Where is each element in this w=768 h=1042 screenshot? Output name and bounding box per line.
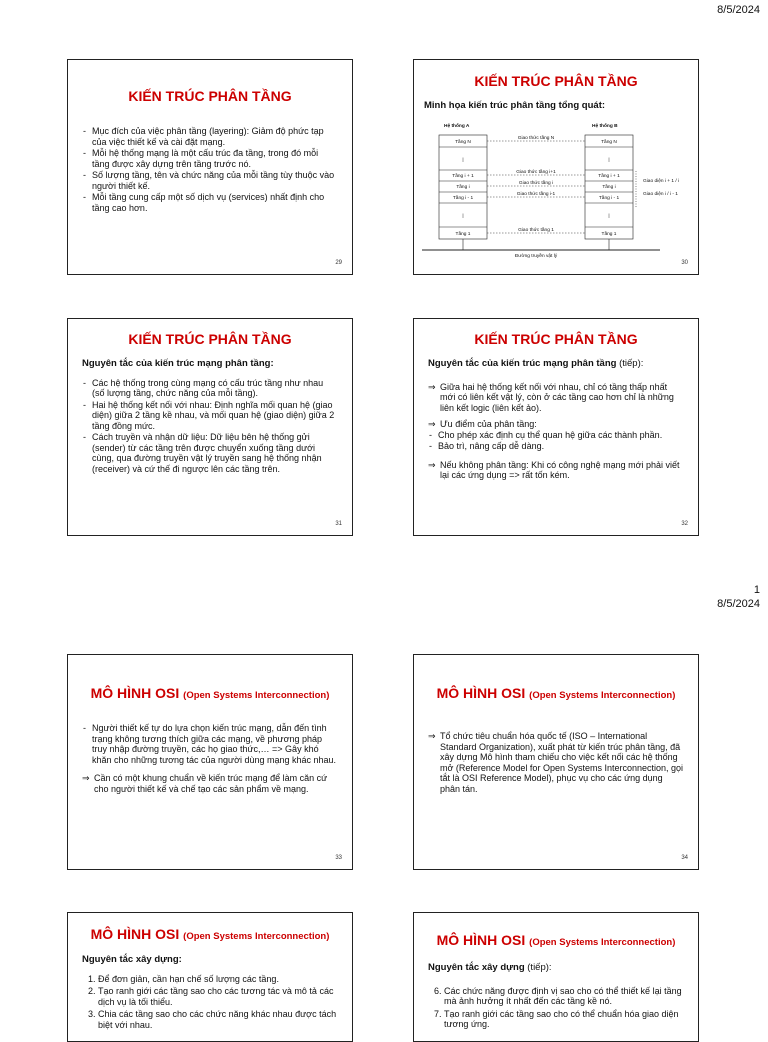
slide-title: KIẾN TRÚC PHÂN TẦNG bbox=[474, 331, 638, 347]
layer-label: Tầng 1 bbox=[455, 232, 471, 237]
slide-title: KIẾN TRÚC PHÂN TẦNG bbox=[128, 88, 292, 104]
slide-34 bbox=[413, 654, 699, 870]
slide-title: MÔ HÌNH OSI (Open Systems Interconnection) bbox=[90, 685, 330, 701]
slide-body bbox=[428, 359, 684, 487]
slide-body bbox=[82, 955, 338, 1032]
list-item: 6. Các chức năng được định vị sao cho có thể thiết kế lại tầng mà ảnh hưởng ít nhất đến các tầng kề nó. bbox=[444, 986, 684, 1007]
layer-label: Tầng N bbox=[601, 140, 617, 145]
paragraph: ⇒ Cần có một khung chuẩn về kiến trúc mạng để làm căn cứ cho người thiết kế và chế tạo các sản phẩm về mạng. bbox=[82, 773, 338, 794]
paragraph: ⇒ Ưu điểm của phân tầng: bbox=[428, 419, 684, 430]
slide-31 bbox=[67, 318, 353, 536]
bullet-list bbox=[82, 378, 338, 475]
list-item: - Cho phép xác định cụ thể quan hệ giữa các thành phần. bbox=[428, 430, 684, 441]
system-b-label: Hệ thống B bbox=[592, 124, 618, 129]
slide-number: 32 bbox=[681, 521, 688, 527]
slide-number: 29 bbox=[335, 260, 342, 266]
interface-label: Giao diện i / i - 1 bbox=[643, 192, 678, 197]
slide-subtitle: Nguyên tắc xây dựng (tiếp): bbox=[428, 962, 552, 973]
slide-title: KIẾN TRÚC PHÂN TẦNG bbox=[128, 331, 292, 347]
layer-label: Tầng i bbox=[602, 185, 616, 190]
layer-label: Tầng i - 1 bbox=[598, 196, 620, 201]
slide-body bbox=[428, 731, 684, 800]
list-item: - Mỗi tầng cung cấp một số dịch vụ (services) nhất định cho tầng cao hơn. bbox=[82, 192, 338, 213]
list-item: 2. Tạo ranh giới các tầng sao cho các tương tác và mô tả các dịch vụ là tối thiểu. bbox=[98, 986, 338, 1007]
slide-body bbox=[428, 963, 684, 1032]
slide-29 bbox=[67, 59, 353, 275]
list-item: - Bảo trì, nâng cấp dễ dàng. bbox=[428, 441, 684, 452]
list-item: - Người thiết kế tự do lựa chọn kiến trúc mạng, dẫn đến tình trạng không tương thích giữa các mạng, về phương pháp truy nhập đường truyền, các họ giao thức,… => Gây khó khăn cho những tương tác của người dùng mạng khác nhau. bbox=[82, 723, 338, 765]
list-item: - Cách truyền và nhận dữ liệu: Dữ liệu bên hệ thống gửi (sender) từ các tầng trên được chuyển xuống tầng dưới cùng, qua đường truyền vật lý truyền sang hệ thống nhận (receiver) và cứ thế đi ngược lên các tầng trên. bbox=[82, 432, 338, 474]
ellipsis-mark: | bbox=[608, 158, 610, 163]
protocol-label: Giao thức tầng 1 bbox=[518, 228, 554, 233]
list-item: - Mỗi hệ thống mạng là một cấu trúc đa tầng, trong đó mỗi tầng được xây dựng trên tầng trước nó. bbox=[82, 148, 338, 169]
slide-body bbox=[82, 359, 338, 475]
slide-35 bbox=[67, 912, 353, 1042]
layer-label: Tầng N bbox=[455, 140, 471, 145]
slide-36 bbox=[413, 912, 699, 1042]
slide-title: MÔ HÌNH OSI (Open Systems Interconnection) bbox=[436, 932, 676, 948]
slide-body bbox=[82, 723, 338, 800]
layer-architecture-diagram bbox=[414, 60, 699, 275]
slide-number: 33 bbox=[335, 855, 342, 861]
protocol-label: Giao thức tầng i+1 bbox=[516, 170, 556, 175]
slide-30 bbox=[413, 59, 699, 275]
list-item: 7. Tạo ranh giới các tầng sao cho có thể chuẩn hóa giao diện tương ứng. bbox=[444, 1009, 684, 1030]
slide-title: KIẾN TRÚC PHÂN TẦNG bbox=[474, 73, 638, 89]
numbered-list bbox=[82, 974, 338, 1031]
slide-subtitle: Minh họa kiến trúc phân tầng tổng quát: bbox=[424, 100, 606, 111]
list-item: - Mục đích của việc phân tầng (layering): Giảm độ phức tạp của việc thiết kế và cài đặt mạng. bbox=[82, 126, 338, 147]
ellipsis-mark: | bbox=[608, 214, 610, 219]
physical-medium-label: Đường truyền vật lý bbox=[514, 254, 558, 259]
protocol-label: Giao thức tầng i bbox=[518, 181, 554, 186]
slide-number: 30 bbox=[681, 260, 688, 266]
layer-label: Tầng i + 1 bbox=[452, 174, 474, 179]
bullet-list bbox=[428, 430, 684, 452]
paragraph: ⇒ Nếu không phân tầng: Khi có công nghệ mạng mới phải viết lại các ứng dụng => rất tốn kém. bbox=[428, 460, 684, 481]
page-date-top: 8/5/2024 bbox=[717, 4, 760, 16]
ellipsis-mark: | bbox=[462, 158, 464, 163]
paragraph: ⇒ Giữa hai hệ thống kết nối với nhau, chỉ có tầng thấp nhất mới có liên kết vật lý, còn ở các tầng cao hơn chỉ là những liên kết logic (liên kết ảo). bbox=[428, 382, 684, 414]
ellipsis-mark: | bbox=[462, 214, 464, 219]
numbered-list bbox=[428, 986, 684, 1030]
bullet-list bbox=[82, 126, 338, 213]
system-a-label: Hệ thống A bbox=[444, 124, 470, 129]
list-item: - Các hệ thống trong cùng mạng có cấu trúc tầng như nhau (số lượng tầng, chức năng của mỗi tầng). bbox=[82, 378, 338, 399]
slide-32 bbox=[413, 318, 699, 536]
page-number: 1 bbox=[753, 584, 760, 596]
slide-subtitle: Nguyên tắc xây dựng: bbox=[82, 954, 182, 965]
list-item: - Hai hệ thống kết nối với nhau: Định nghĩa mối quan hệ (giao diện) giữa 2 tầng kề nhau, và mối quan hệ (giao diện) giữa 2 tầng đồng mức. bbox=[82, 400, 338, 432]
slide-subtitle: Nguyên tắc của kiến trúc mạng phân tầng (tiếp): bbox=[428, 358, 644, 369]
list-item: 1. Để đơn giản, cần hạn chế số lượng các tầng. bbox=[98, 974, 338, 985]
layer-label: Tầng i - 1 bbox=[452, 196, 474, 201]
layer-label: Tầng 1 bbox=[601, 232, 617, 237]
slide-number: 34 bbox=[681, 855, 688, 861]
list-item: - Số lượng tầng, tên và chức năng của mỗi tầng tùy thuộc vào người thiết kế. bbox=[82, 170, 338, 191]
slide-33 bbox=[67, 654, 353, 870]
slide-body bbox=[82, 126, 338, 214]
paragraph: ⇒ Tổ chức tiêu chuẩn hóa quốc tế (ISO – International Standard Organization), xuất phát từ kiến trúc phân tầng, đã xây dựng Mô hình tham chiếu cho việc kết nối các hệ thống mở (Reference Model for Open Systems Interconnection, gọi tắt là OSI Reference Model), phục vụ cho các ứng dụng phân tán. bbox=[428, 731, 684, 794]
slide-subtitle: Nguyên tắc của kiến trúc mạng phân tầng: bbox=[82, 358, 274, 369]
bullet-list bbox=[82, 723, 338, 765]
interface-label: Giao diện i + 1 / i bbox=[643, 179, 680, 184]
protocol-label: Giao thức tầng N bbox=[517, 136, 555, 141]
protocol-label: Giao thức tầng i-1 bbox=[516, 192, 556, 197]
slide-number: 31 bbox=[335, 521, 342, 527]
layer-label: Tầng i + 1 bbox=[598, 174, 620, 179]
slide-title: MÔ HÌNH OSI (Open Systems Interconnection) bbox=[90, 926, 330, 942]
slide-title: MÔ HÌNH OSI (Open Systems Interconnection) bbox=[436, 685, 676, 701]
page-date-bottom: 8/5/2024 bbox=[717, 598, 760, 610]
layer-label: Tầng i bbox=[456, 185, 470, 190]
list-item: 3. Chia các tầng sao cho các chức năng khác nhau được tách biệt với nhau. bbox=[98, 1009, 338, 1030]
